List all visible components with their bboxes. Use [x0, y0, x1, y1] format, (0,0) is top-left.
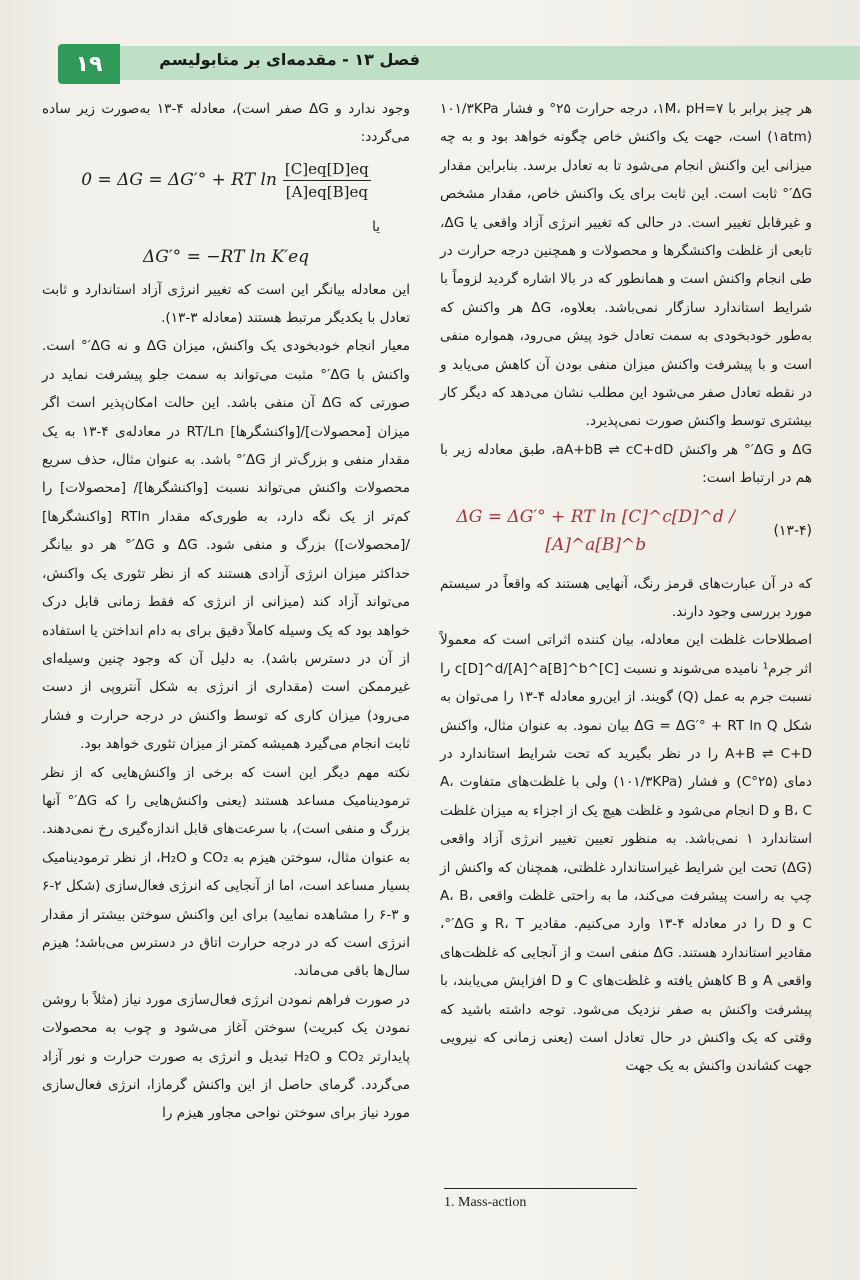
- equation-lhs: 0 = ΔG = ΔG′° + RT ln: [81, 170, 277, 191]
- paragraph: وجود ندارد و ΔG صفر است)، معادله ۴-۱۳ به‌صورت زیر ساده می‌گردد:: [42, 101, 410, 146]
- paragraph: نکته مهم دیگر این است که برخی از واکنش‌هایی که از نظر ترمودینامیک مساعد هستند (یعنی واکنش‌هایی را که ΔG′° آنها بزرگ و منفی است)، با سرعت‌های قابل اندازه‌گیری رخ نمی‌دهند. به عنوان مثال، سوختن هیزم به CO₂ و H₂O، از نظر ترمودینامیک بسیار مساعد است، اما از آنجایی که انرژی فعال‌سازی (شکل ۲-۶ و ۳-۶ را مشاهده نمایید) برای این واکنش سوختن بیشتر از مقدار انرژی است که در درجه حرارت اتاق در دسترس می‌باشد؛ هیزم سال‌ها باقی می‌ماند.: [42, 764, 410, 980]
- paragraph: معیار انجام خودبخودی یک واکنش، میزان ΔG و نه ΔG′° است. واکنش با ΔG′° مثبت می‌تواند به سمت جلو پیشرفت نماید در صورتی که ΔG آن منفی باشد. این حالت امکان‌پذیر است اگر میزان [محصولات]/[واکنشگرها] RT/Ln در معادله‌ی ۴-۱۳ به یک مقدار منفی و بزرگ‌تر از ΔG′° باشد. به عنوان مثال، حذف سریع محصولات واکنش می‌تواند نسبت [واکنشگرها]/ [محصولات] را کم‌تر از یک نگه دارد، به طوری‌که مقدار RTln [واکنشگرها] /[محصولات]) بزرگ و منفی شود. ΔG و ΔG′° هر دو بیانگر حداکثر میزان انرژی آزادی هستند که از نظر تئوری یک واکنش، می‌تواند آزاد کند (میزانی از انرژی که فقط زمانی قابل درک خواهد بود که یک وسیله کاملاً دقیق برای به دام انداختن یا استفاده از آن در دسترس باشد). به دلیل آن که وجود چنین وسیله‌ای غیرممکن است (مقداری از انرژی به شکل آنتروپی از دست می‌رود) میزان کاری که توسط واکنش در درجه حرارت و فشار ثابت انجام می‌گیرد همیشه کمتر از میزان تئوری خواهد بود.: [42, 338, 411, 753]
- chapter-title: فصل ۱۳ - مقدمه‌ای بر متابولیسم: [159, 50, 420, 69]
- page-number: ۱۹: [58, 44, 120, 84]
- footnote: 1. Mass-action: [444, 1195, 527, 1210]
- paragraph: این معادله بیانگر این است که تغییر انرژی آزاد استاندارد و ثابت تعادل با یکدیگر مرتبط هستند (معادله ۳-۱۳).: [42, 281, 410, 327]
- fraction-numerator: [C]eq[D]eq: [283, 158, 371, 181]
- right-column: [440, 95, 812, 1081]
- paragraph: در صورت فراهم نمودن انرژی فعال‌سازی مورد نیاز (مثلاً با روشن نمودن یک کبریت) سوختن آغاز می‌شود و چوب به محصولات پایدارتر CO₂ و H₂O تبدیل و انرژی به صورت حرارت و نور آزاد می‌گردد. گرمای حاصل از این واکنش گرمازا، انرژی فعال‌سازی مورد نیاز برای سوختن نواحی مجاور هیزم را: [42, 991, 411, 1122]
- free-energy-equation: ΔG = ΔG′° + RT ln [C]^c[D]^d / [A]^a[B]^b: [456, 506, 735, 556]
- standard-free-energy-equation: ΔG′° = −RT ln K′eq: [142, 247, 310, 268]
- paragraph: ΔG و ΔG′° هر واکنش aA+bB ⇌ cC+dD، طبق معادله زیر با هم در ارتباط است:: [440, 441, 813, 487]
- fraction-denominator: [A]eq[B]eq: [285, 182, 368, 201]
- paragraph: هر چیز برابر با ۱M، pH=۷، درجه حرارت ۲۵° و فشار ۱۰۱/۳KPa (۱atm) است، جهت یک واکنش خاص چگونه خواهد بود و به چه میزانی این واکنش انجام می‌شود تا به تعادل برسد. بنابراین مقدار ΔG′° ثابت است. این ثابت برای یک واکنش خاص، مقدار مشخص و غیرقابل تغییر است. در حالی که تغییر انرژی آزاد واقعی یا ΔG، تابعی از غلظت واکنشگرها و محصولات و همچنین درجه حرارت در طی انجام واکنش است و همانطور که در بالا اشاره گردید لزوماً با شرایط استاندارد سازگار نمی‌باشد. بعلاوه، ΔG هر واکنش که به‌طور خودبخودی به سمت تعادل خود پیش می‌رود، همواره منفی است و با پیشرفت واکنش میزان منفی بودن آن کاهش می‌یابد و در نقطه تعادل صفر می‌شود این مطلب نشان می‌دهد که دیگر کار بیشتری توسط واکنش صورت نمی‌پذیرد.: [440, 101, 813, 430]
- equation-number: (۱۳-۴): [773, 522, 812, 539]
- footnote-divider: [444, 1188, 637, 1189]
- paragraph: که در آن عبارت‌های قرمز رنگ، آنهایی هستند که واقعاً در سیستم مورد بررسی وجود دارند.: [440, 575, 812, 620]
- paragraph: اصطلاحات غلظت این معادله، بیان کننده اثراتی است که معمولاً اثر جرم¹ نامیده می‌شوند و نسبت [C]^c[D]^d/[A]^a[B]^b را نسبت جرم به عمل (Q) گویند. از این‌رو معادله ۴-۱۳ را می‌توان به شکل ΔG = ΔG′° + RT ln Q بیان نمود. به عنوان مثال، واکنش A+B ⇌ C+D را در نظر بگیرید که تحت شرایط استاندارد در دمای (۲۵°C) و فشار (۱۰۱/۳KPa) ولی با غلظت‌های متفاوت A، B، C و D انجام می‌شود و غلظت هیچ یک از اجزاء به میزان غلظت استاندارد ۱ نمی‌باشد. به منظور تعیین تغییر انرژی آزاد واقعی (ΔG) تحت این شرایط غیراستاندارد غلظتی، همچنان که واکنش از چپ به راست پیشرفت می‌کند، ما به راحتی غلظت واقعی A، B، C و D را در معادله ۴-۱۳ وارد می‌کنیم. مقادیر R، T و ΔG′°، مقادیر استاندارد هستند. ΔG منفی است و از آنجایی که غلظت‌های واقعی A و B کاهش یافته و غلظت‌های C و D افزایش می‌یابند، با پیشرفت واکنش به صفر نزدیک می‌شود. توجه داشته باشید که وقتی که یک واکنش در حال تعادل است (یعنی زمانی که نیرویی جهت کشاندن واکنش به یک جهت: [440, 632, 813, 1075]
- left-column: [42, 95, 410, 1128]
- chapter-header: [58, 44, 860, 84]
- equation-13-4: [440, 493, 812, 570]
- or-label: یا: [372, 218, 380, 235]
- equation-fraction: [283, 158, 371, 203]
- equilibrium-equation: [42, 158, 410, 203]
